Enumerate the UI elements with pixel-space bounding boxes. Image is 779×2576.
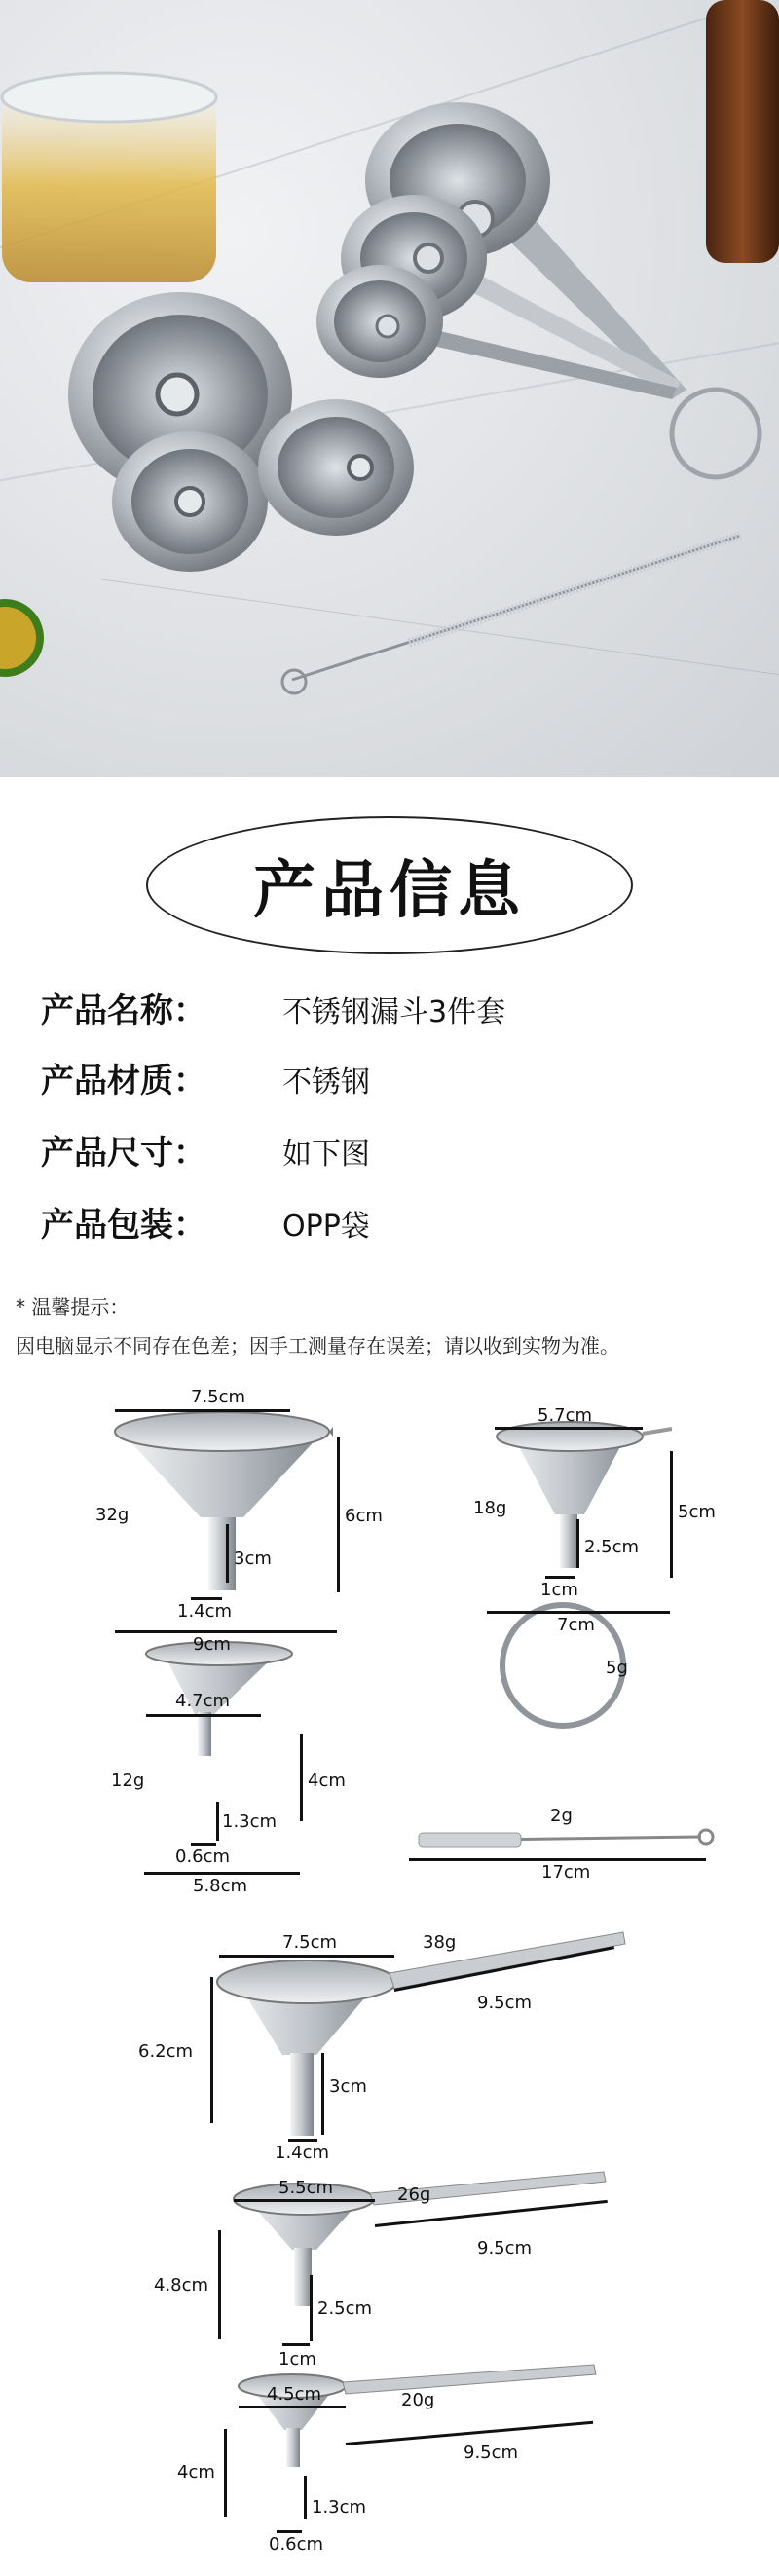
dim-line (300, 1734, 303, 1821)
dim-hsmall-stem-width: 0.6cm (269, 2534, 324, 2555)
page-title: 产品信息 (253, 855, 526, 927)
dim-line (576, 1519, 579, 1568)
dim-line (144, 1872, 300, 1875)
dim-medium-width: 7cm (557, 1615, 595, 1635)
dim-line (216, 1802, 219, 1841)
dim-large-stem-width: 1.4cm (177, 1601, 233, 1622)
dim-small-stem: 1.3cm (222, 1811, 278, 1832)
handled-funnel-small-drawing (239, 2365, 596, 2467)
dim-large-stem: 3cm (234, 1549, 272, 1569)
dim-hsmall-height: 4cm (177, 2462, 215, 2483)
info-label-material: 产品材质： (41, 1062, 206, 1101)
dim-line (234, 2199, 375, 2202)
dim-hlarge-stem: 3cm (329, 2076, 367, 2097)
dim-hsmall-stem: 1.3cm (312, 2497, 367, 2518)
info-value-material: 不锈钢 (282, 1065, 370, 1100)
dim-line (545, 1576, 575, 1579)
dim-small-width: 5.8cm (193, 1876, 248, 1896)
dim-large-top: 7.5cm (191, 1387, 246, 1407)
dim-hmedium-stem-width: 1cm (278, 2349, 316, 2370)
cleaning-brush-photo (282, 536, 740, 693)
dim-line (282, 2343, 310, 2346)
glass-of-oil (2, 73, 216, 282)
dim-hsmall-weight: 20g (401, 2390, 435, 2410)
dim-line (409, 1858, 706, 1861)
lime-slice (0, 599, 44, 677)
dim-hmedium-height: 4.8cm (154, 2275, 209, 2296)
notes-text: 因电脑显示不同存在色差；因手工测量存在误差；请以收到实物为准。 (16, 1334, 619, 1358)
dim-line (670, 1451, 673, 1578)
dim-hlarge-handle: 9.5cm (477, 1993, 533, 2013)
dim-line (218, 2230, 221, 2339)
dim-medium-height: 5cm (678, 1502, 716, 1522)
dim-line (191, 1597, 222, 1600)
dim-line (487, 1611, 670, 1614)
hero-photo (0, 0, 779, 777)
dim-line (210, 1977, 213, 2123)
handled-funnel-large-drawing (217, 1932, 625, 2136)
dim-line (495, 1427, 643, 1430)
dim-medium-weight: 18g (473, 1498, 507, 1518)
dimension-drawings (0, 1402, 779, 2571)
dim-large-width: 9cm (193, 1634, 231, 1655)
dim-hlarge-weight: 38g (423, 1932, 457, 1953)
dim-line (115, 1630, 337, 1633)
dim-medium-stem-width: 1cm (540, 1580, 578, 1600)
dim-line (219, 1955, 394, 1958)
dim-hmedium-stem: 2.5cm (317, 2298, 373, 2319)
dim-large-weight: 32g (95, 1505, 130, 1525)
info-label-size: 产品尺寸： (41, 1134, 206, 1173)
dim-line (288, 2139, 317, 2142)
dim-medium-top: 5.7cm (538, 1405, 593, 1426)
dim-hsmall-top: 4.5cm (267, 2384, 322, 2405)
dim-hlarge-stem-width: 1.4cm (275, 2143, 330, 2163)
dim-line (337, 1437, 340, 1592)
dim-hsmall-handle: 9.5cm (464, 2443, 519, 2463)
notes-heading: * 温馨提示： (16, 1295, 130, 1319)
info-value-size: 如下图 (282, 1138, 370, 1172)
dim-brush-length: 17cm (541, 1862, 591, 1883)
brush-drawing (419, 1830, 713, 1847)
dim-hlarge-height: 6.2cm (138, 2041, 194, 2062)
dim-ring-weight: 5g (606, 1658, 628, 1678)
dim-line (321, 2053, 324, 2135)
dim-hlarge-top: 7.5cm (282, 1932, 338, 1953)
funnel-large-drawing (115, 1412, 333, 1590)
dim-line (277, 2530, 302, 2533)
info-value-name: 不锈钢漏斗3件套 (282, 995, 506, 1029)
dim-small-stem-width: 0.6cm (175, 1847, 231, 1867)
dim-line (146, 1714, 261, 1717)
dim-line (191, 1843, 216, 1846)
dim-large-height: 6cm (345, 1506, 383, 1526)
dim-line (239, 2406, 346, 2408)
dim-small-height: 4cm (308, 1771, 346, 1791)
dim-hmedium-handle: 9.5cm (477, 2238, 533, 2259)
dim-hmedium-weight: 26g (397, 2184, 431, 2205)
funnel-set-illustration (0, 0, 779, 777)
info-value-package: OPP袋 (282, 1210, 370, 1244)
dim-medium-stem: 2.5cm (584, 1537, 640, 1557)
dim-line (226, 1524, 229, 1583)
dim-line (224, 2429, 227, 2517)
dim-line (310, 2275, 313, 2341)
info-label-package: 产品包装： (41, 1206, 206, 1245)
dim-small-weight: 12g (111, 1771, 145, 1791)
dim-brush-weight: 2g (550, 1806, 573, 1826)
info-label-name: 产品名称： (41, 991, 206, 1030)
dim-small-top: 4.7cm (175, 1691, 231, 1711)
dim-line (115, 1409, 290, 1412)
pepper-mill (706, 0, 779, 263)
dim-line (304, 2476, 307, 2519)
dim-hmedium-top: 5.5cm (278, 2178, 334, 2198)
